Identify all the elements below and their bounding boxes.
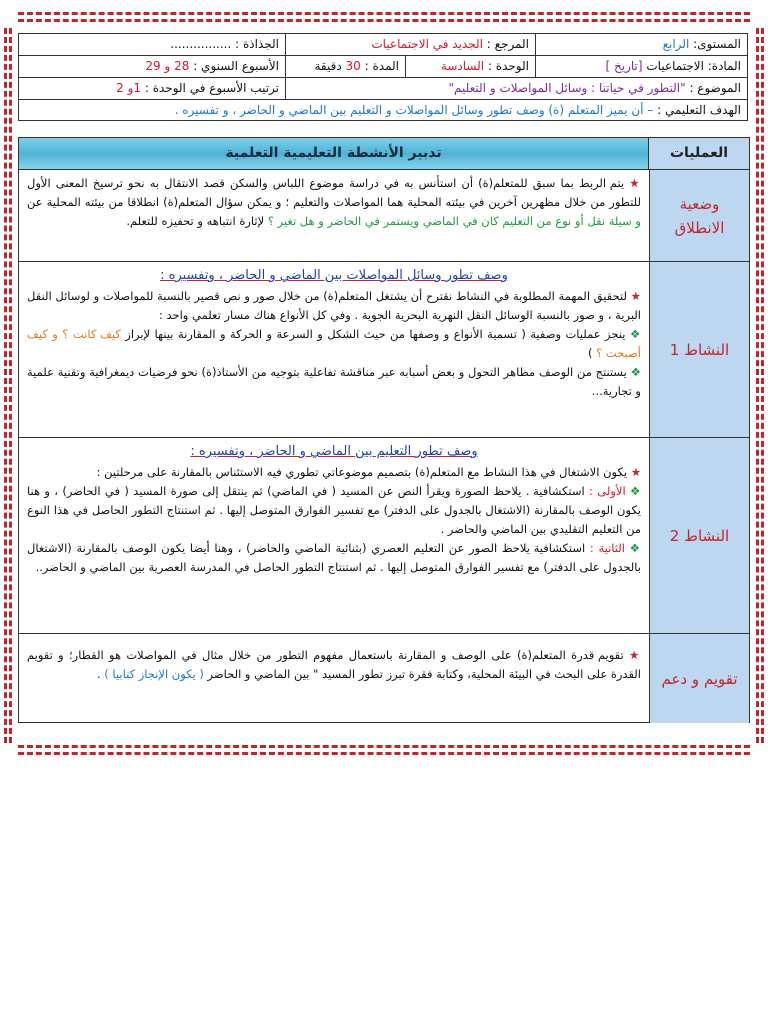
header-row-3	[18, 77, 748, 99]
topic-value: "التطور في حياتنا : وسائل المواصلات و التعليم"	[448, 81, 686, 95]
subject-label: المادة: الاجتماعيات	[646, 59, 741, 73]
op-cell: تقويم و دعم	[649, 634, 749, 723]
left-dashed-border	[4, 28, 12, 743]
phase-label: الأولى :	[589, 484, 626, 498]
bottom-dashed-border	[18, 745, 750, 755]
header-row-4	[18, 99, 748, 121]
header-row-1	[18, 33, 748, 55]
week-label: الأسبوع السنوي :	[193, 59, 279, 73]
ref-value: الجديد في الاجتماعيات	[371, 37, 483, 51]
top-dashed-border	[18, 12, 750, 22]
diamond-bullet: ❖	[629, 327, 642, 341]
activity-paragraph: ❖ ينجز عمليات وصفية ( تسمية الأنواع و وصفها من حيث الشكل و السرعة و الحركة و المقارنة بينها لإبراز كيف كانت ؟ و كيف أصبحت ؟ )	[27, 327, 642, 360]
activities-table	[18, 137, 750, 723]
duration-value: 30	[345, 59, 361, 73]
level-value: الرابع	[662, 37, 690, 51]
activity-paragraph: ❖ يستنتج من الوصف مظاهر التحول و بعض أسبابه عبر مناقشة تفاعلية بتوجيه من الأستاذ(ة) نحو فرضيات ديمغرافية وتقنية علمية و تجارية...	[27, 365, 642, 398]
duration-unit: دقيقة	[314, 59, 342, 73]
activity-paragraph: ★ تقويم قدرة المتعلم(ة) على الوصف و المقارنة باستعمال مفهوم التطور من خلال مثال في المواصلات هو القطار؛ و تقويم القدرة على البحث في البيئة المحلية، وكتابة فقرة تبرز تطور المسيد " بين الماضي و الحاضر ( يكون الإنجاز كتابيا ) .	[27, 648, 642, 681]
goal-value: – أن يميز المتعلم (ة) وصف تطور وسائل المواصلات و التعليم بين الماضي و الحاضر ، و تفسيره .	[174, 103, 654, 117]
unit-label: الوحدة :	[487, 59, 529, 73]
right-dashed-border	[756, 28, 764, 743]
week-order-value: 1و 2	[116, 81, 142, 95]
table-row	[19, 262, 749, 438]
duration-label: المدة :	[364, 59, 399, 73]
activity-title: وصف تطور التعليم بين الماضي و الحاضر ، وتفسيره :	[190, 444, 478, 459]
star-bullet: ★	[629, 648, 642, 662]
highlight-text: و سيلة نقل أو نوع من التعليم كان في الماضي ويستمر في الحاضر و هل تغير ؟	[267, 214, 641, 228]
table-row	[19, 438, 749, 634]
highlight-text: كيف كانت ؟ و كيف أصبحت ؟	[27, 327, 641, 360]
activity-cell	[19, 170, 649, 261]
activity-paragraph: ★ يكون الاشتغال في هذا النشاط مع المتعلم(ة) بتصميم موضوعاتي تطوري فيه الاستئناس بالمقارنة على مرحلتين :	[96, 465, 641, 479]
col-activities-header: تدبير الأنشطة التعليمية التعلمية	[19, 138, 648, 169]
sheet-label: الجذاذة :	[235, 37, 279, 51]
activity-cell	[19, 262, 649, 437]
op-cell: النشاط 1	[649, 262, 749, 437]
activity-paragraph: ★ يتم الربط بما سبق للمتعلم(ة) أن استأنس به في دراسة موضوع اللباس والسكن قصد الانتقال به نحو ترسيخ المعنى الأول للتطور من خلال مظهرين آخرين في بيئته المحلية هما المواصلات والتعليم ؛ و يمكن سؤال المتعلم(ة) انطلاقا من بيئته المحلية عن و سيلة نقل أو نوع من التعليم كان في الماضي ويستمر في الحاضر و هل تغير ؟ لإثارة انتباهه و تحفيزه للتعلم.	[27, 176, 642, 228]
star-bullet: ★	[630, 465, 641, 479]
goal-label: الهدف التعليمي :	[657, 103, 741, 117]
header-row-2	[18, 55, 748, 77]
star-bullet: ★	[629, 176, 642, 190]
activity-paragraph: ❖ الثانية : استكشافية يلاحظ الصور عن التعليم العصري (بثنائية الماضي والحاضر) ، وهنا أيضا يكون الوصف بالمقارنة (الاشتغال بالجدول على الدفتر) مع تفسير الفوارق المتوصل إليها . ثم استنتاج التطور الحاصل في المدرسة العصرية بين الماضي و الحاضر..	[27, 541, 642, 574]
phase-label: الثانية :	[589, 541, 625, 555]
subject-value: [تاريخ ]	[605, 59, 643, 73]
activity-cell	[19, 634, 649, 723]
unit-value: السادسة	[440, 59, 485, 73]
activity-cell	[19, 438, 649, 633]
star-bullet: ★	[630, 289, 642, 303]
ref-label: المرجع :	[486, 37, 529, 51]
table-row	[19, 170, 749, 262]
table-row	[19, 634, 749, 723]
highlight-text: ( يكون الإنجاز كتابيا )	[104, 667, 204, 681]
activity-paragraph: ❖ الأولى : استكشافية . يلاحظ الصورة ويقرأ النص عن المسيد ( في الماضي) ثم ينتقل إلى صورة المسيد ( في الحاضر) ، و هنا يكون الوصف بالمقارنة (الاشتغال بالجدول على الدفتر) مع تفسير الفوارق المتوصل إليها . ثم استنتاج التطور الحاصل في هذا النوع من التعليم التقليدي بين الماضي والحاضر .	[27, 484, 642, 536]
diamond-bullet: ❖	[630, 484, 642, 498]
diamond-bullet: ❖	[630, 365, 642, 379]
activity-paragraph: ★ لتحقيق المهمة المطلوبة في النشاط نقترح أن يشتغل المتعلم(ة) من خلال صور و نص قصير بالنسبة للمواصلات و لوسائل النقل البرية ، و صور بالنسبة الوسائل النقل النهرية البحرية الجوية . وفي كل الأنواع هناك مسار تعلمي واحد :	[27, 289, 642, 322]
diamond-bullet: ❖	[629, 541, 642, 555]
level-label: المستوى:	[693, 37, 741, 51]
header-table	[18, 33, 748, 125]
week-order-label: ترتيب الأسبوع في الوحدة :	[144, 81, 279, 95]
sheet-dots: ................	[170, 37, 232, 51]
col-ops-header: العمليات	[648, 138, 749, 169]
op-cell: النشاط 2	[649, 438, 749, 633]
op-cell: وضعية الانطلاق	[649, 170, 749, 261]
week-value: 28 و 29	[145, 59, 190, 73]
topic-label: الموضوع :	[689, 81, 741, 95]
activity-title: وصف تطور وسائل المواصلات بين الماضي و الحاضر ، وتفسيره :	[160, 268, 508, 283]
table-header	[19, 138, 749, 170]
